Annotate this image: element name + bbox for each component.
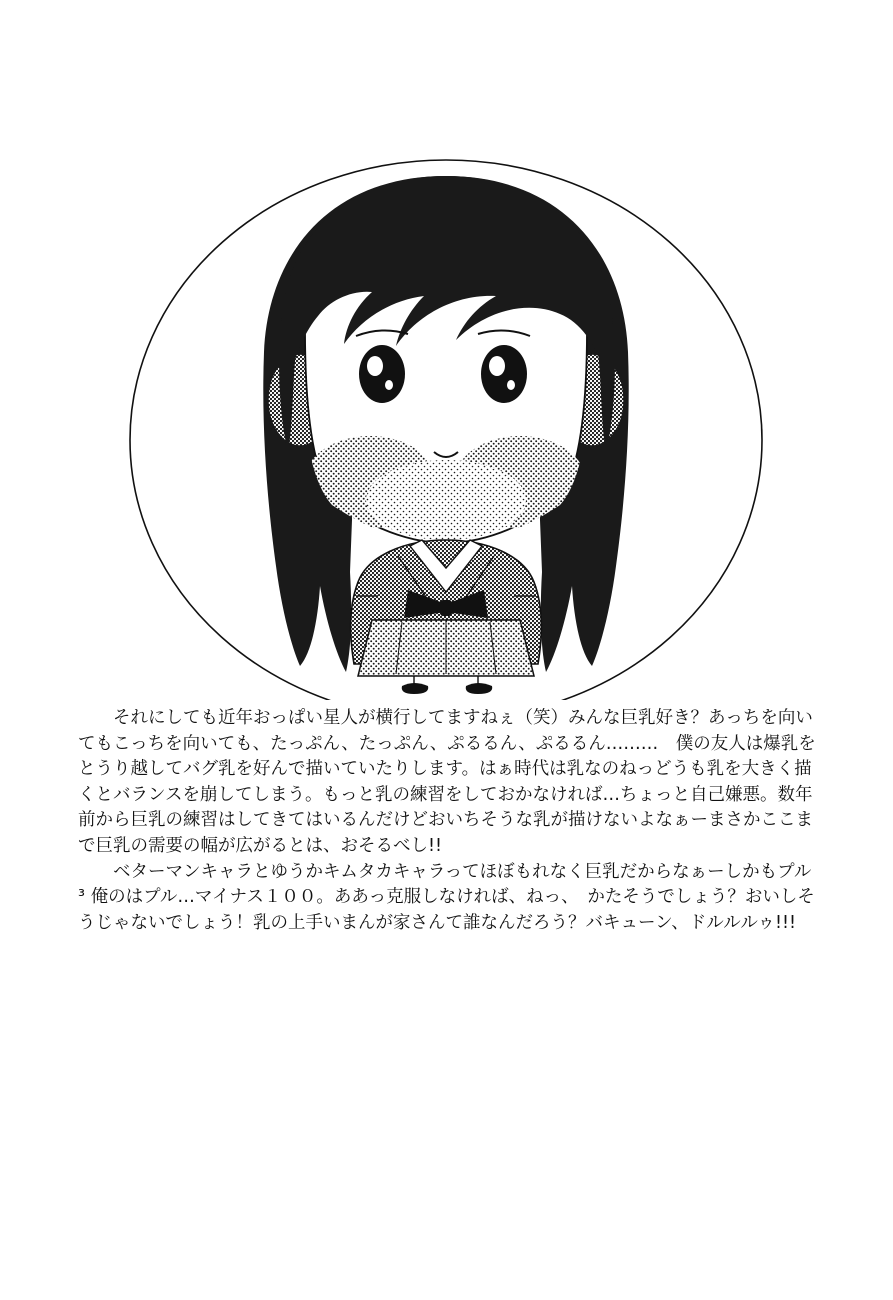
afterword-text-block (78, 706, 818, 936)
paragraph-1: それにしても近年おっぱい星人が横行してますねぇ（笑）みんな巨乳好き？あっちを向いてもこっちを向いても、たっぷん、たっぷん、ぷるるん、ぷるるん……… 僕の友人は爆乳をとうり越してバグ乳を好んで描いていたりします。はぁ時代は乳なのねっどうも乳を大きく描くとバランスを崩してしまう。もっと乳の練習をしておかなければ…ちょっと自己嫌悪。数年前から巨乳の練習はしてきてはいるんだけどおいちそうな乳が描けないよなぁーまさかここまで巨乳の需要の幅が広がるとは、おそるべし!! (78, 708, 816, 856)
legs-and-shoes (402, 676, 492, 694)
school-uniform (351, 540, 542, 676)
paragraph-2: ベターマンキャラとゆうかキムタカキャラってほぼもれなく巨乳だからなぁーしかもプル³ 俺のはプル…マイナス１００。ああっ克服しなければ、ねっ、 かたそうでしょう？おいしそうじゃないでしょう！乳の上手いまんが家さんて誰なんだろう？バキューン、ドルルルゥ!!! (78, 861, 815, 933)
